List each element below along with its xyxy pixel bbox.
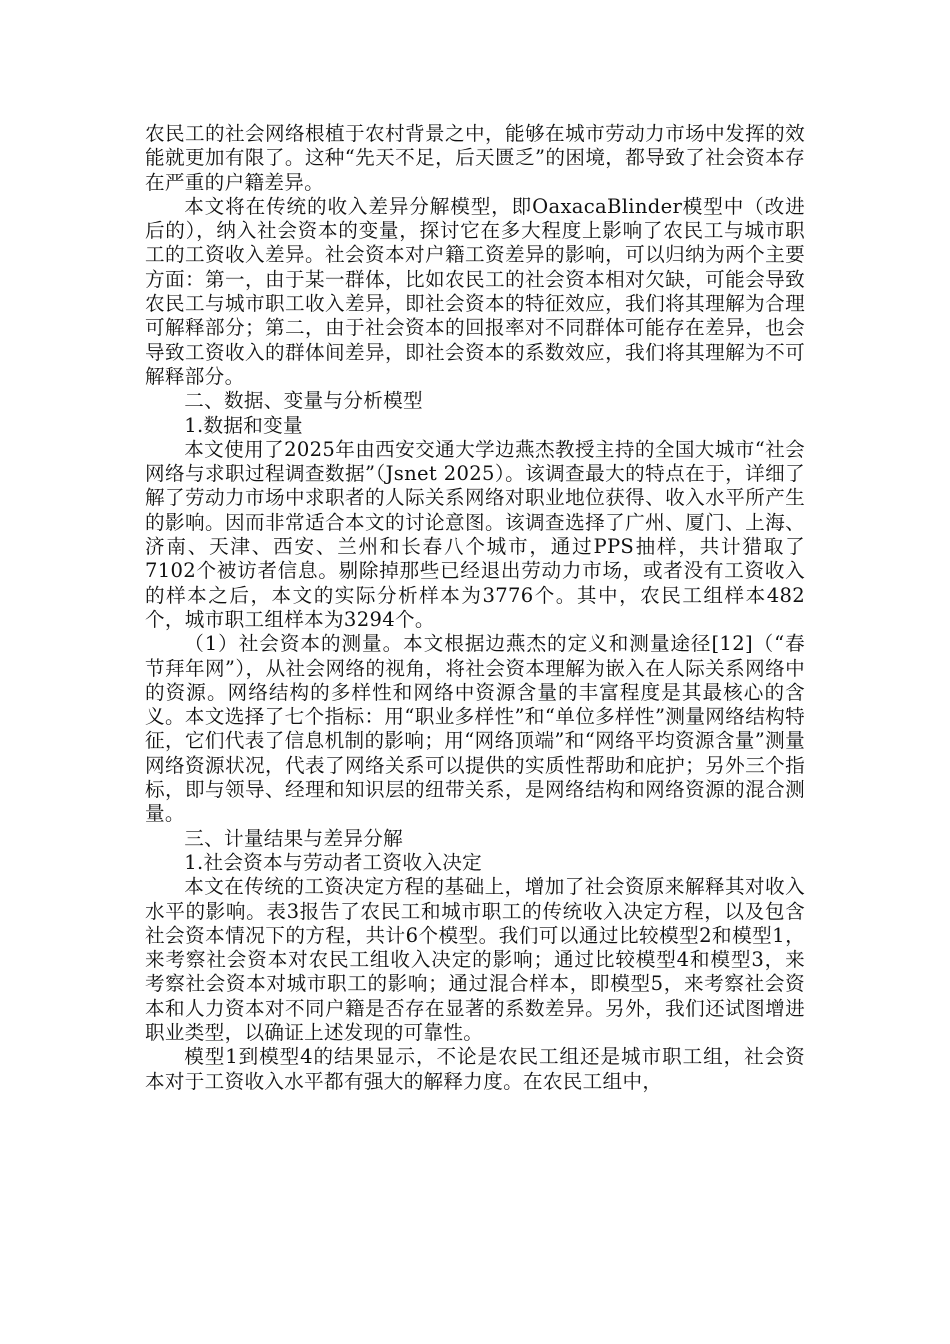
paragraph-wage-equation: 本文在传统的工资决定方程的基础上，增加了社会资原来解释其对收入水平的影响。表3报告了农民工和城市职工的传统收入决定方程，以及包含社会资本情况下的方程，共计6个模型。我们可以通过比较模型2和模型1，来考察社会资本对农民工组收入决定的影响；通过比较模型4和模型3，来考察社会资本对城市职工的影响；通过混合样本，即模型5，来考察社会资本和人力资本对不同户籍是否存在显著的系数差异。另外，我们还试图增进职业类型，以确证上述发现的可靠性。	[145, 875, 805, 1044]
paragraph-social-capital-measurement: （1）社会资本的测量。本文根据边燕杰的定义和测量途径[12]（“春节拜年网”），从社会网络的视角，将社会资本理解为嵌入在人际关系网络中的资源。网络结构的多样性和网络中资源含量的丰富程度是其最核心的含义。本文选择了七个指标：用“职业多样性”和“单位多样性”测量网络结构特征，它们代表了信息机制的影响；用“网络顶端”和“网络平均资源含量”测量网络资源状况，代表了网络关系可以提供的实质性帮助和庇护；另外三个指标，即与领导、经理和知识层的纽带关系，是网络结构和网络资源的混合测量。	[145, 632, 805, 826]
paragraph-data-source: 本文使用了2025年由西安交通大学边燕杰教授主持的全国大城市“社会网络与求职过程调查数据”（Jsnet 2025）。该调查最大的特点在于，详细了解了劳动力市场中求职者的人际关系网络对职业地位获得、收入水平所产生的影响。因而非常适合本文的讨论意图。该调查选择了广州、厦门、上海、济南、天津、西安、兰州和长春八个城市，通过PPS抽样，共计猎取了7102个被访者信息。剔除掉那些已经退出劳动力市场，或者没有工资收入的样本之后，本文的实际分析样本为3776个。其中，农民工组样本482个，城市职工组样本为3294个。	[145, 437, 805, 631]
paragraph-intro-continued: 农民工的社会网络根植于农村背景之中，能够在城市劳动力市场中发挥的效能就更加有限了。这种“先天不足，后天匮乏”的困境，都导致了社会资本存在严重的户籍差异。	[145, 122, 805, 194]
document-body	[145, 122, 805, 1094]
paragraph-model-results: 模型1到模型4的结果显示，不论是农民工组还是城市职工组，社会资本对于工资收入水平都有强大的解释力度。在农民工组中，	[145, 1045, 805, 1093]
paragraph-research-aim: 本文将在传统的收入差异分解模型，即OaxacaBlinder模型中（改进后的），纳入社会资本的变量，探讨它在多大程度上影响了农民工与城市职工的工资收入差异。社会资本对户籍工资差异的影响，可以归纳为两个主要方面：第一，由于某一群体，比如农民工的社会资本相对欠缺，可能会导致农民工与城市职工收入差异，即社会资本的特征效应，我们将其理解为合理可解释部分；第二，由于社会资本的回报率对不同群体可能存在差异，也会导致工资收入的群体间差异，即社会资本的系数效应，我们将其理解为不可解释部分。	[145, 194, 805, 388]
section-heading-results: 三、计量结果与差异分解	[184, 826, 404, 850]
subsection-heading-wage-determination: 1.社会资本与劳动者工资收入决定	[184, 850, 482, 874]
section-heading-data-variables: 二、数据、变量与分析模型	[184, 389, 423, 413]
subsection-heading-data: 1.数据和变量	[184, 413, 303, 437]
